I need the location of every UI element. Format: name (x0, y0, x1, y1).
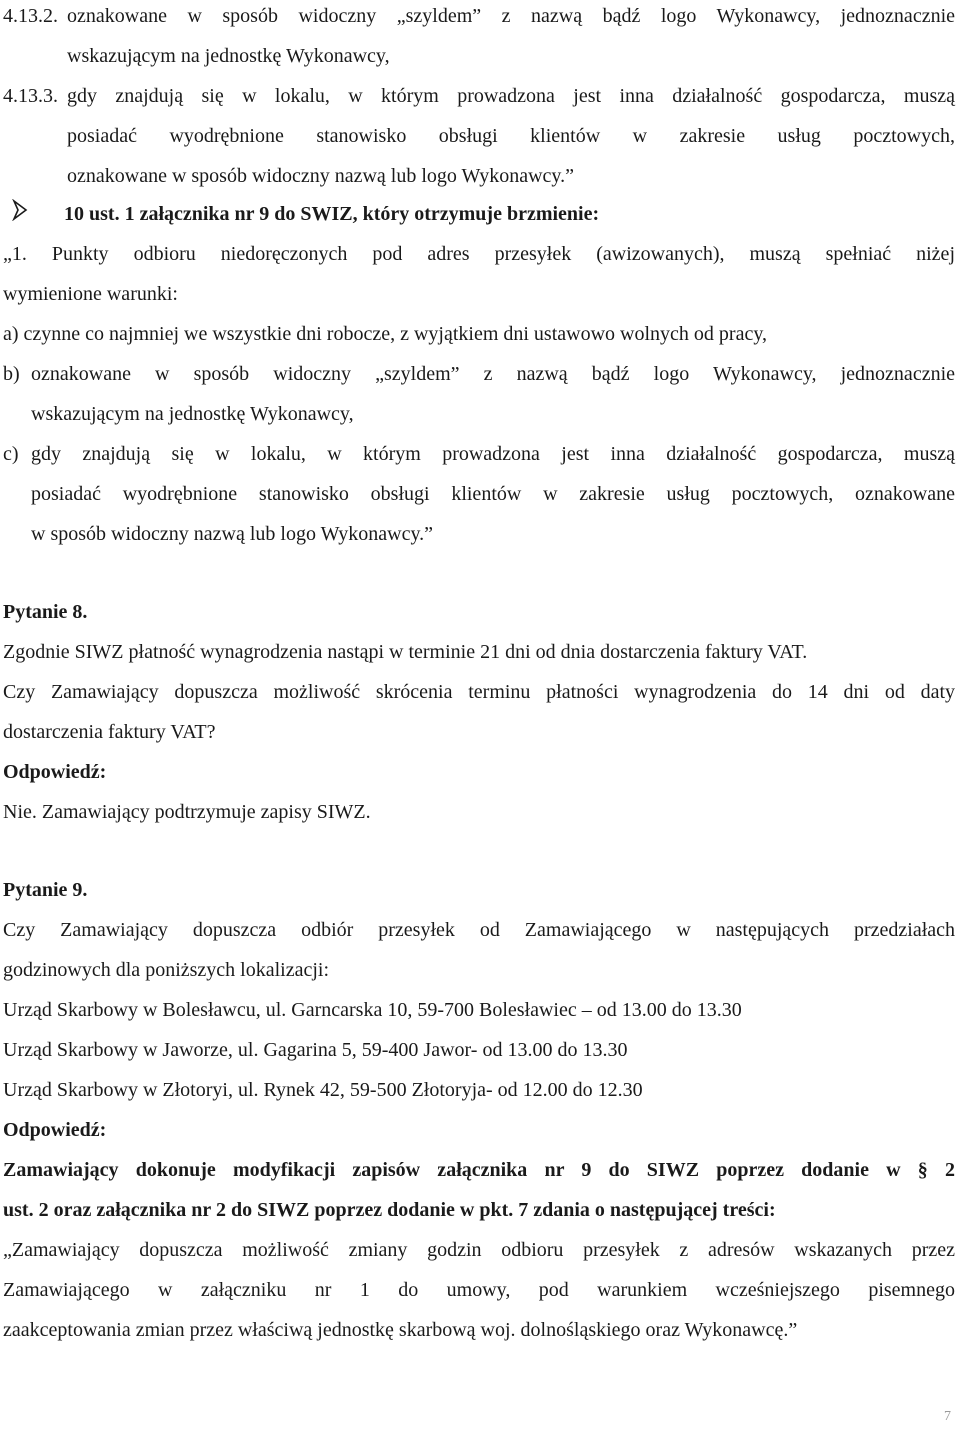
text-line: posiadać wyodrębnione stanowisko obsługi klientów w zakresie usług pocztowych, oznakowane (31, 483, 955, 505)
text-line: oznakowane w sposób widoczny „szyldem” z nazwą bądź logo Wykonawcy, jednoznacznie (67, 5, 955, 27)
text-line: gdy znajdują się w lokalu, w którym prowadzona jest inna działalność gospodarcza, muszą (67, 85, 955, 107)
text-line: Czy Zamawiający dopuszcza możliwość skrócenia terminu płatności wynagrodzenia do 14 dni od daty (3, 681, 955, 703)
text-line: wymienione warunki: (3, 283, 178, 305)
question-9-title: Pytanie 9. (3, 879, 88, 901)
list-item-b: oznakowane w sposób widoczny „szyldem” z nazwą bądź logo Wykonawcy, jednoznacznie (31, 363, 955, 385)
quoted-text: zaakceptowania zmian przez właściwą jednostkę skarbową woj. dolnośląskiego oraz Wykonawcę.” (3, 1319, 798, 1341)
quoted-text: „Zamawiający dopuszcza możliwość zmiany godzin odbioru przesyłek z adresów wskazanych przez (3, 1239, 955, 1261)
answer-text: ust. 2 oraz załącznika nr 2 do SIWZ poprzez dodanie w pkt. 7 zdania o następującej treści: (3, 1199, 776, 1221)
list-marker-b: b) (3, 363, 20, 385)
list-item-c: gdy znajdują się w lokalu, w którym prowadzona jest inna działalność gospodarcza, muszą (31, 443, 955, 465)
text-line: Zgodnie SIWZ płatność wynagrodzenia nastąpi w terminie 21 dni od dnia dostarczenia faktury VAT. (3, 641, 808, 663)
text-line: „1. Punkty odbioru niedoręczonych pod adres przesyłek (awizowanych), muszą spełniać niżej (3, 243, 955, 265)
location-line: Urząd Skarbowy w Złotoryi, ul. Rynek 42, 59-500 Złotoryja- od 12.00 do 12.30 (3, 1079, 643, 1101)
question-8-title: Pytanie 8. (3, 601, 88, 623)
text-line: Czy Zamawiający dopuszcza odbiór przesyłek od Zamawiającego w następujących przedziałach (3, 919, 955, 941)
text-line: dostarczenia faktury VAT? (3, 721, 216, 743)
text-line: wskazującym na jednostkę Wykonawcy, (67, 45, 390, 67)
list-marker-c: c) (3, 443, 19, 465)
answer-label: Odpowiedź: (3, 1119, 107, 1141)
text-line: posiadać wyodrębnione stanowisko obsługi klientów w zakresie usług pocztowych, (67, 125, 955, 147)
answer-label: Odpowiedź: (3, 761, 107, 783)
page-number: 7 (944, 1409, 951, 1424)
arrow-bullet-icon (12, 199, 28, 221)
answer-text: Nie. Zamawiający podtrzymuje zapisy SIWZ. (3, 801, 371, 823)
text-line: oznakowane w sposób widoczny nazwą lub logo Wykonawcy.” (67, 165, 574, 187)
amendment-heading: 10 ust. 1 załącznika nr 9 do SWIZ, który otrzymuje brzmienie: (64, 203, 600, 225)
answer-text: Zamawiający dokonuje modyfikacji zapisów załącznika nr 9 do SIWZ poprzez dodanie w § 2 (3, 1159, 955, 1181)
location-line: Urząd Skarbowy w Jaworze, ul. Gagarina 5, 59-400 Jawor- od 13.00 do 13.30 (3, 1039, 628, 1061)
location-line: Urząd Skarbowy w Bolesławcu, ul. Garncarska 10, 59-700 Bolesławiec – od 13.00 do 13.30 (3, 999, 742, 1021)
text-line: godzinowych dla poniższych lokalizacji: (3, 959, 330, 981)
quoted-text: Zamawiającego w załączniku nr 1 do umowy, pod warunkiem wcześniejszego pisemnego (3, 1279, 955, 1301)
list-item-a: a) czynne co najmniej we wszystkie dni robocze, z wyjątkiem dni ustawowo wolnych od pracy, (3, 323, 768, 345)
text-line: w sposób widoczny nazwą lub logo Wykonawcy.” (31, 523, 434, 545)
section-number-4-13-3: 4.13.3. (3, 85, 58, 107)
text-line: wskazującym na jednostkę Wykonawcy, (31, 403, 354, 425)
section-number-4-13-2: 4.13.2. (3, 5, 58, 27)
